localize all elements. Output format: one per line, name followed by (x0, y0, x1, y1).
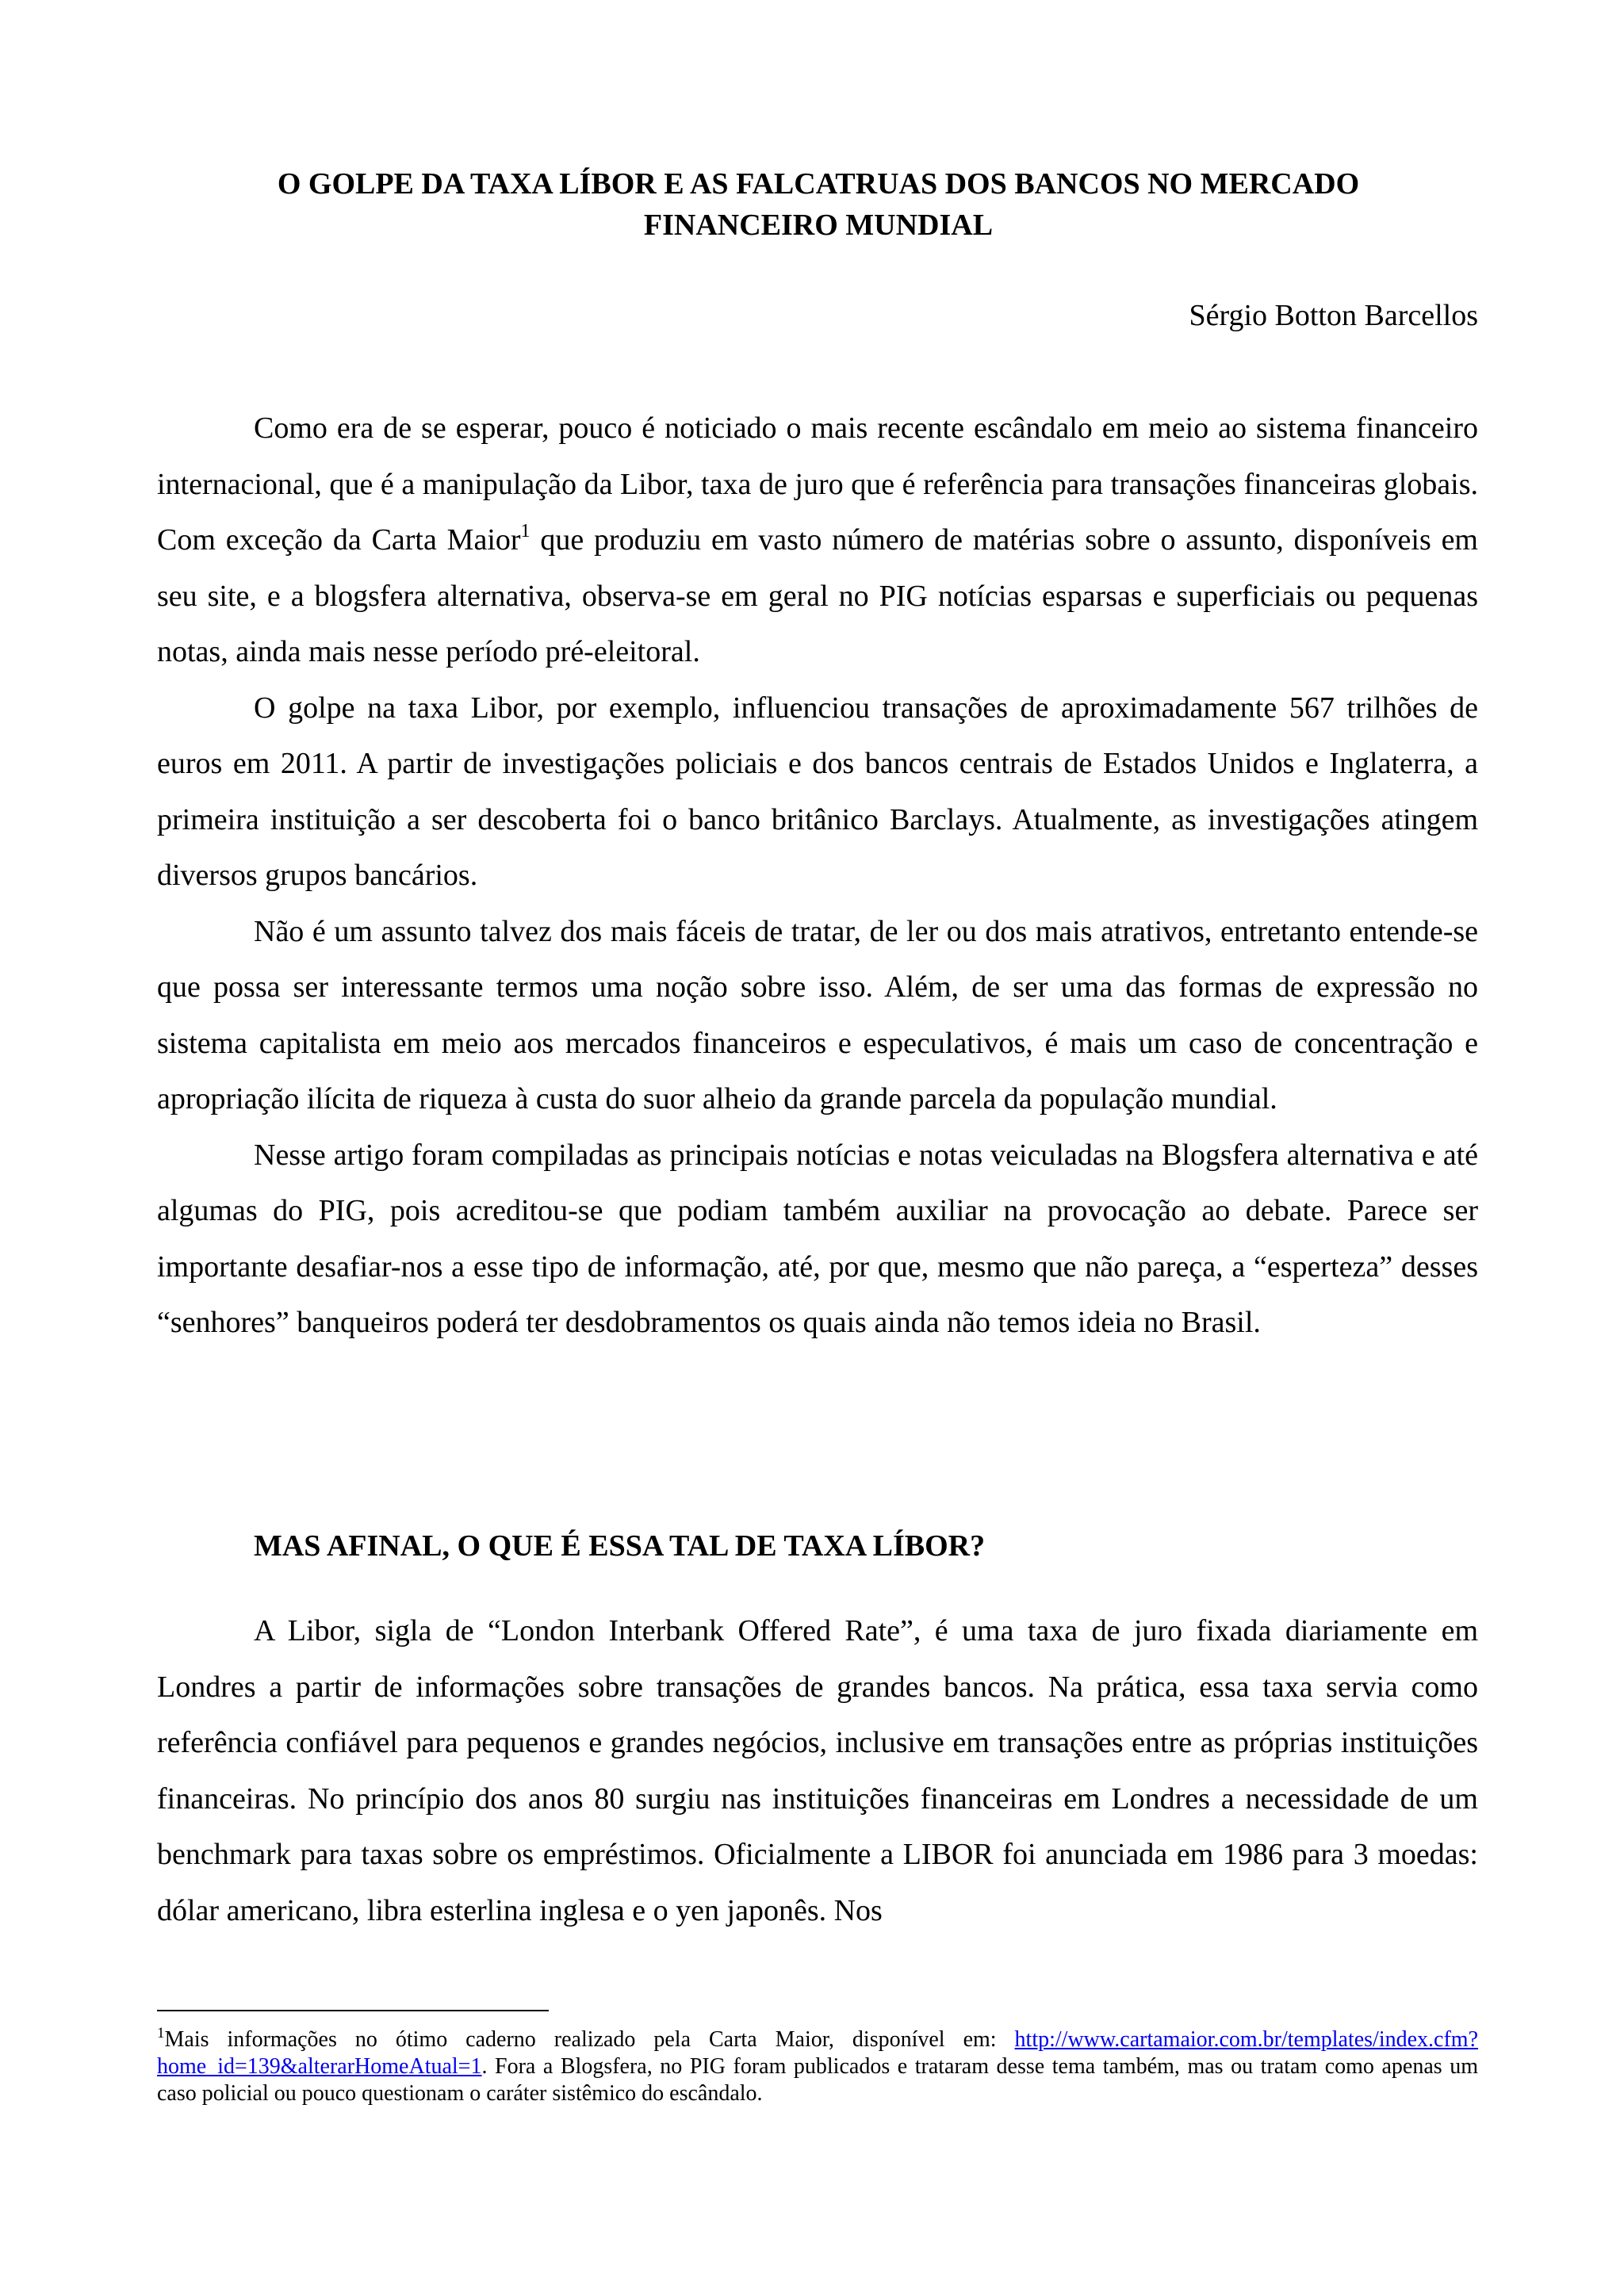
section-paragraph: A Libor, sigla de “London Interbank Offered Rate”, é uma taxa de juro fixada diariamente em Londres a partir de informações sobre transações de grandes bancos. Na prática, essa taxa servia como referência confiável para pequenos e grandes negócios, inclusive em transações entre as próprias instituições financeiras. No princípio dos anos 80 surgiu nas instituições financeiras em Londres a necessidade de um benchmark para taxas sobre os empréstimos. Oficialmente a LIBOR foi anunciada em 1986 para 3 moedas: dólar americano, libra esterlina inglesa e o yen japonês. Nos (157, 1614, 1478, 1927)
paragraph-1 (157, 400, 1478, 680)
paragraph-3: Não é um assunto talvez dos mais fáceis de tratar, de ler ou dos mais atrativos, entretanto entende-se que possa ser interessante termos uma noção sobre isso. Além, de ser uma das formas de expressão no sistema capitalista em meio aos mercados financeiros e especulativos, é mais um caso de concentração e apropriação ilícita de riqueza à custa do suor alheio da grande parcela da população mundial. (157, 914, 1478, 1115)
footnote-separator (157, 2010, 549, 2011)
footnote-reference[interactable]: 1 (520, 521, 530, 541)
paragraph-2: O golpe na taxa Libor, por exemplo, influenciou transações de aproximadamente 567 trilhões de euros em 2011. A partir de investigações policiais e dos bancos centrais de Estados Unidos e Inglaterra, a primeira instituição a ser descoberta foi o banco britânico Barclays. Atualmente, as investigações atingem diversos grupos bancários. (157, 691, 1478, 892)
intro-section (157, 400, 1478, 1351)
footnote (157, 2026, 1478, 2107)
section-heading: MAS AFINAL, O QUE É ESSA TAL DE TAXA LÍBOR? (254, 1529, 986, 1563)
footnote-text-b: . Fora a Blogsfera, no PIG foram publicados e trataram desse tema também, mas ou tratam como apenas um caso policial ou pouco questionam o caráter sistêmico do escândalo. (157, 2054, 1478, 2106)
document-title (159, 163, 1478, 246)
title-line-2: FINANCEIRO MUNDIAL (643, 209, 994, 242)
author-name: Sérgio Botton Barcellos (1189, 299, 1478, 332)
footnote-link[interactable]: http://www.cartamaior.com.br/templates/index.cfm?home_id=139&alterarHomeAtual=1 (157, 2027, 1478, 2079)
paragraph-1-text-b: que produziu em vasto número de matérias sobre o assunto, disponíveis em seu site, e a blogsfera alternativa, observa-se em geral no PIG notícias esparsas e superficiais ou pequenas notas, ainda mais nesse período pré-eleitoral. (157, 523, 1478, 668)
footnote-text-a: Mais informações no ótimo caderno realizado pela Carta Maior, disponível em: (164, 2027, 1015, 2052)
paragraph-1-text-a: Como era de se esperar, pouco é noticiado o mais recente escândalo em meio ao sistema financeiro internacional, que é a manipulação da Libor, taxa de juro que é referência para transações financeiras globais. Com exceção da Carta Maior (157, 411, 1478, 557)
footnote-number: 1 (157, 2025, 165, 2042)
title-line-1: O GOLPE DA TAXA LÍBOR E AS FALCATRUAS DOS BANCOS NO MERCADO (277, 167, 1360, 201)
libor-section (157, 1603, 1478, 1938)
paragraph-4: Nesse artigo foram compiladas as principais notícias e notas veiculadas na Blogsfera alternativa e até algumas do PIG, pois acreditou-se que podiam também auxiliar na provocação ao debate. Parece ser importante desafiar-nos a esse tipo de informação, até, por que, mesmo que não pareça, a “esperteza” desses “senhores” banqueiros poderá ter desdobramentos os quais ainda não temos ideia no Brasil. (157, 1138, 1478, 1339)
